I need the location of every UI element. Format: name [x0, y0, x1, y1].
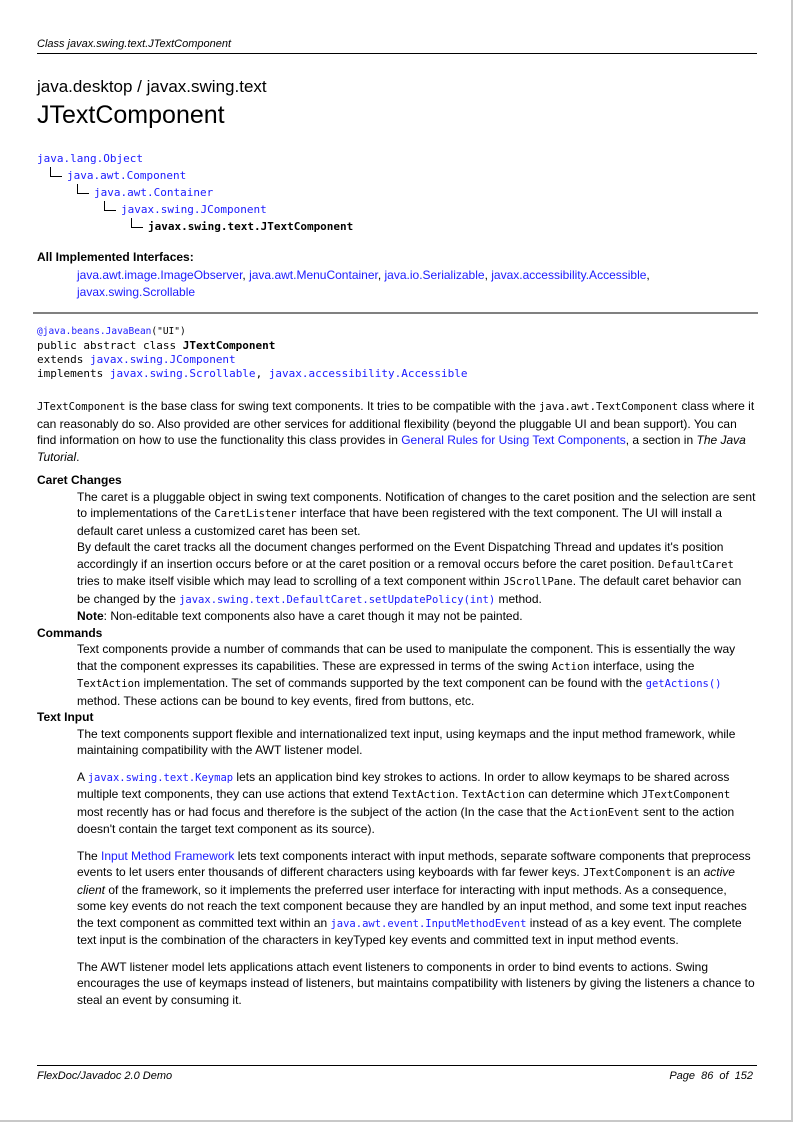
text-span: of the framework, so it implements the preferred user interface for interacting with input methods. As a consequence, some key events do not reach the text component because they are handled by an input method, and some text input reaches the text component as committed text within an: [77, 882, 747, 930]
extends-line: [37, 353, 468, 367]
extends-link[interactable]: javax.swing.JComponent: [89, 353, 236, 366]
text-span: sent to the action doesn't contain the target text component as its source).: [77, 804, 735, 836]
implements-line: [37, 367, 468, 381]
hierarchy-link-object[interactable]: java.lang.Object: [37, 152, 143, 165]
set-update-policy-link[interactable]: javax.swing.text.DefaultCaret.setUpdatePolicy(int): [179, 593, 496, 606]
commands-paragraph: [77, 641, 757, 709]
code-span: TextAction: [391, 789, 456, 801]
text-span: tries to make itself visible which may lead to scrolling of a text component within: [77, 574, 504, 588]
text-input-description: [77, 726, 757, 1009]
code-span: JScrollPane: [503, 576, 573, 588]
commands-description: [77, 641, 757, 709]
text-span: A: [77, 769, 88, 784]
text-span: lets text components interact with input methods, separate software components that preprocess events to let users enter thousands of different characters using keyboards with far fewer keys.: [77, 848, 751, 879]
page-total: 152: [734, 1070, 753, 1082]
tree-connector-icon: [104, 201, 116, 211]
section-separator: [33, 312, 758, 314]
text-span: Text components provide a number of commands that can be used to manipulate the component. This is essentially the way that the component expresses its capabilities. These are expressed in terms of the swing: [77, 642, 736, 673]
interface-link[interactable]: java.awt.image.ImageObserver: [77, 268, 243, 282]
header-rule: [37, 53, 757, 54]
text-input-paragraph-4: The AWT listener model lets applications attach event listeners to components in order to bind events to actions. Swing encourages the use of keymaps instead of listeners, but maintains compatibility with listeners by giving the listeners a chance to steal an event by consuming it.: [77, 959, 755, 1007]
page-label: Page: [669, 1070, 696, 1082]
interface-link[interactable]: java.io.Serializable: [384, 268, 485, 282]
text-span: The caret is a pluggable object in swing text components. Notification of changes to the caret position and the selection are sent to implementations of the: [77, 489, 756, 520]
text-span: class where it can reasonably do so. Also provided are other services for additional flexibility (beyond the pluggable UI and bean support). You can find information on how to use the functionality this class provides in: [37, 399, 755, 447]
input-method-event-link[interactable]: java.awt.event.InputMethodEvent: [330, 917, 527, 930]
class-description: [37, 398, 757, 465]
page-indicator: [669, 1070, 753, 1082]
code-span: JTextComponent: [37, 401, 126, 413]
interface-link[interactable]: javax.accessibility.Accessible: [491, 268, 647, 282]
hierarchy-link-container[interactable]: java.awt.Container: [94, 186, 214, 199]
code-span: DefaultCaret: [657, 558, 734, 571]
hierarchy-link-jcomponent[interactable]: javax.swing.JComponent: [121, 203, 267, 216]
text-span: method. These actions can be bound to key events, fired from buttons, etc.: [77, 693, 475, 708]
signature-class-name: JTextComponent: [182, 339, 276, 352]
hierarchy-item: [37, 150, 353, 167]
text-span: interface, using the: [589, 658, 695, 673]
caret-changes-description: [77, 489, 757, 625]
get-actions-link[interactable]: getActions(): [645, 678, 722, 690]
term-caret-changes: Caret Changes: [37, 473, 122, 487]
text-input-paragraph-1: The text components support flexible and internationalized text input, using keymaps and the input method framework, while maintaining compatibility with the AWT listener model.: [77, 726, 736, 757]
tree-connector-icon: [50, 167, 62, 177]
implements-link[interactable]: javax.swing.Scrollable: [109, 367, 256, 380]
note-label: Note: [77, 609, 104, 623]
footer-rule: [37, 1065, 757, 1066]
annotation-link[interactable]: @java.beans.JavaBean: [37, 326, 152, 337]
caret-note: [77, 608, 757, 625]
text-input-paragraph-2: [77, 769, 757, 838]
extends-keyword: extends: [37, 353, 90, 366]
text-span: implementation. The set of commands supported by the text component can be found with the: [140, 676, 646, 690]
keymap-link[interactable]: javax.swing.text.Keymap: [87, 771, 234, 784]
code-span: java.awt.TextComponent: [539, 401, 679, 413]
code-span: CaretListener: [214, 508, 297, 520]
text-span: can determine which: [524, 787, 642, 801]
term-commands: Commands: [37, 625, 103, 640]
caret-paragraph-1: [77, 489, 757, 540]
text-span: , a section in: [625, 433, 697, 447]
interfaces-list: java.awt.image.ImageObserver, java.awt.MenuContainer, java.io.Serializable, javax.accessibility.Accessible, javax.swing.Scrollable: [77, 268, 650, 299]
page-title: JTextComponent: [37, 101, 225, 129]
hierarchy-current-class: javax.swing.text.JTextComponent: [148, 220, 354, 233]
hierarchy-link-component[interactable]: java.awt.Component: [67, 169, 187, 182]
text-span: method.: [495, 591, 542, 606]
hierarchy-item: [37, 201, 353, 218]
interfaces-label: All Implemented Interfaces:: [37, 250, 194, 264]
text-span: .: [455, 787, 462, 801]
code-span: TextAction: [77, 678, 141, 690]
signature-modifiers: public abstract class: [37, 339, 183, 352]
page-number: 86: [701, 1070, 714, 1082]
text-span: : Non-editable text components also have a caret though it may not be painted.: [103, 609, 523, 623]
separator: ,: [255, 367, 269, 380]
text-span: interface that have been registered with the text component. The UI will install a default caret unless a customized caret has been set.: [77, 506, 722, 538]
input-method-framework-link[interactable]: Input Method Framework: [101, 848, 235, 863]
annotation-line: [37, 325, 468, 339]
hierarchy-item: [37, 218, 353, 235]
text-span: is an: [671, 865, 704, 879]
text-input-paragraph-3: [77, 848, 757, 949]
tutorial-link[interactable]: General Rules for Using Text Components: [401, 433, 626, 447]
tree-connector-icon: [131, 218, 143, 228]
code-span: TextAction: [461, 789, 525, 801]
running-header: Class javax.swing.text.JTextComponent: [37, 38, 232, 50]
italic-span: active client: [77, 865, 735, 897]
text-span: The: [77, 848, 102, 863]
tutorial-title: The Java Tutorial: [37, 433, 746, 464]
class-hierarchy: [37, 150, 353, 235]
of-label: of: [719, 1070, 729, 1082]
caret-paragraph-2: [77, 539, 757, 608]
implements-keyword: implements: [37, 367, 110, 380]
text-span: .: [76, 449, 80, 464]
footer-product: FlexDoc/Javadoc 2.0 Demo: [37, 1070, 173, 1082]
interface-link[interactable]: javax.swing.Scrollable: [77, 285, 196, 299]
definition-list: [37, 472, 757, 1008]
code-span: JTextComponent: [583, 867, 672, 879]
implements-link[interactable]: javax.accessibility.Accessible: [268, 367, 468, 380]
code-span: JTextComponent: [641, 789, 731, 801]
annotation-arg: ("UI"): [151, 326, 186, 337]
text-span: . The default caret behavior can be changed by the: [77, 574, 742, 606]
package-path: java.desktop / javax.swing.text: [37, 77, 267, 96]
signature-line: [37, 339, 468, 353]
text-span: instead of as a key event. The complete text input is the combination of the characters in keyTyped key events and committed text in input method events.: [77, 915, 742, 947]
code-span: Action: [551, 660, 590, 673]
intro-paragraph: [37, 398, 757, 465]
tree-connector-icon: [77, 184, 89, 194]
hierarchy-item: [37, 167, 353, 184]
text-span: is the base class for swing text components. It tries to be compatible with the: [125, 399, 540, 413]
class-declaration: [37, 325, 468, 381]
code-span: ActionEvent: [569, 806, 640, 819]
text-span: lets an application bind key strokes to actions. In order to allow keymaps to be shared across multiple text components, they can use actions that extend: [77, 769, 730, 801]
text-span: most recently has or had focus and therefore is the subject of the action (In the case that the: [77, 804, 570, 819]
term-text-input: Text Input: [37, 710, 94, 724]
interface-link[interactable]: java.awt.MenuContainer: [249, 268, 378, 282]
text-span: By default the caret tracks all the document changes performed on the Event Dispatching Thread and updates it's position accordingly if an insertion occurs before or at the caret position or a removal occurs before the caret position.: [77, 540, 724, 571]
hierarchy-item: [37, 184, 353, 201]
